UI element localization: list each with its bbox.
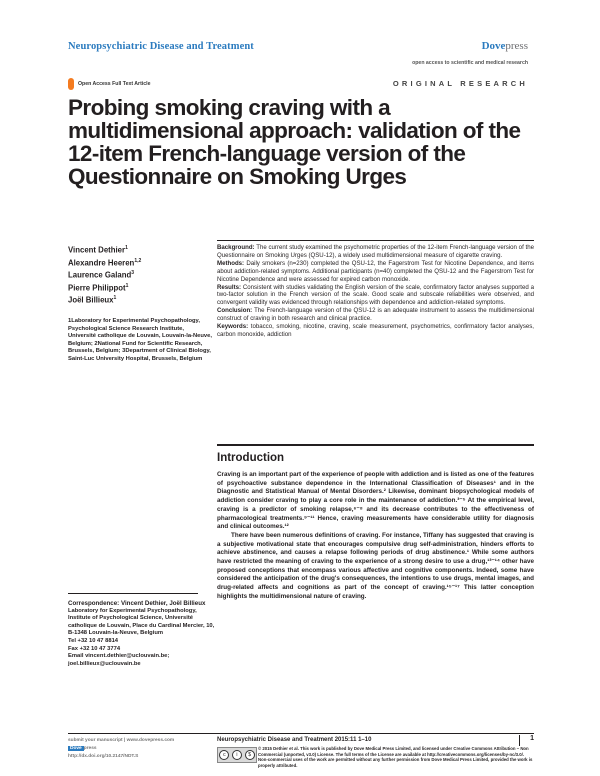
publisher-brand: Dove bbox=[481, 40, 506, 52]
correspondence-fax: Fax +32 10 47 3774 bbox=[68, 645, 121, 652]
publisher-logo bbox=[482, 40, 528, 52]
author: Vincent Dethier$^1$ bbox=[68, 245, 128, 255]
abstract-keywords: Keywords: tobacco, smoking, nicotine, craving, scale measurement, psychometrics, confirmatory factor analyses, carbon monoxide, addiction bbox=[217, 323, 534, 338]
publisher-tagline: open access to scientific and medical research bbox=[412, 60, 528, 66]
correspondence-tel: Tel +32 10 47 8814 bbox=[68, 637, 119, 644]
journal-name: Neuropsychiatric Disease and Treatment bbox=[68, 41, 254, 52]
doi-link[interactable]: http://dx.doi.org/10.2147/NDT.S bbox=[68, 754, 139, 759]
correspondence-email[interactable]: Email vincent.dethier@uclouvain.be; joel.billieux@uclouvain.be bbox=[68, 653, 170, 667]
abstract-methods: Methods: Daily smokers (n=230) completed the QSU-12, the Fagerstrom Test for Nicotine Dependence, and items about addiction-related symptoms. Additional participants (n=40) completed the QSU-12 and the Fagerstrom Test for Nicotine Dependence and were assessed for expired carbon monoxide. bbox=[217, 259, 534, 283]
introduction-body bbox=[217, 471, 534, 602]
correspondence-address: Laboratory for Experimental Psychopathology, Institute of Psychological Science, Université catholique de Louvain, Place du Cardinal Mercier, 10, B-1348 Louvain-la-Neuve, Belgium bbox=[68, 607, 215, 637]
article-type: ORIGINAL RESEARCH bbox=[392, 79, 528, 88]
correspondence-heading: Correspondence: Vincent Dethier, Joël Billieux bbox=[68, 600, 206, 607]
open-access-icon bbox=[68, 78, 74, 90]
footer-brand: Dove press bbox=[70, 746, 97, 751]
divider bbox=[217, 240, 534, 241]
open-access-label: Open Access Full Text Article bbox=[78, 81, 151, 87]
open-access-badge bbox=[68, 78, 150, 90]
correspondence-block bbox=[68, 600, 218, 668]
author: Joël Billieux$^1$ bbox=[68, 295, 117, 305]
author: Pierre Philippot$^1$ bbox=[68, 282, 129, 293]
abstract-background: Background: The current study examined the psychometric properties of the 12-item French-language version of the Questionnaire on Smoking Urges (QSU-12), a widely used multidimensional measure of cigarette craving. bbox=[217, 244, 534, 259]
license-text: © 2015 Dethier et al. This work is published by Dove Medical Press Limited, and licensed under Creative Commons Attribution – Non Commercial (unported, v3.0) License. The full terms of the License are available at http://creativecommons.org/licenses/by-nc/3.0/. Non-commercial uses of the work are permitted without any further permission from Dove Medical Press Limited, provided the work is properly attributed. bbox=[258, 746, 533, 768]
paragraph: There have been numerous definitions of craving. For instance, Tiffany has suggested that craving is a subjective motivational state that encourages compulsive drug self-administration, hinders efforts to achieve abstinence, and causes a relapse following periods of drug abstinence.¹ While some authors have restricted the meaning of craving to the experience of a strong desire to use a drug,¹³⁻¹⁴ other have proposed conceptions that encompass various affective and cognitive components. Indeed, some have considered the anticipation of the drug's consequences, the intentions to use drugs, mental images, and drug-related affects and cognitions as part of the concept of craving.¹⁵⁻¹⁷ This latter conception highlights the multidimensional nature of craving. bbox=[217, 531, 534, 600]
abstract bbox=[217, 244, 534, 339]
paragraph: Craving is an important part of the experience of people with addiction and is listed as one of the features of psychoactive substance dependence in the International Classification of Diseases¹ and in the Diagnostic and Statistical Manual of Mental Disorders.² Likewise, dominant biopsychological models of addiction consider craving to play a core role in the maintenance of addiction.³⁻⁵ At the empirical level, craving is a predictor of smoking relapse,⁶⁻⁸ and its decrease contributes to the effectiveness of pharmacological treatments.⁹⁻¹¹ Hence, craving measurements have considerable utility for diagnosis and clinical outcomes.¹² bbox=[217, 471, 534, 531]
footer-divider bbox=[68, 733, 534, 734]
author: Alexandre Heeren$^{1,2}$ bbox=[68, 257, 142, 268]
abstract-conclusion: Conclusion: The French-language version of the QSU-12 is an adequate instrument to assess the multidimensional construct of craving in both research and clinical practice. bbox=[217, 307, 534, 323]
footer-left bbox=[68, 737, 178, 761]
section-heading-introduction: Introduction bbox=[217, 452, 285, 464]
author-list bbox=[68, 243, 208, 306]
abstract-results: Results: Consistent with studies validating the English version of the scale, confirmatory factor analyses supported a two-factor solution in the French version of the scale. Good scale and subscale reliabilities were observed, and convergent validity was evidenced through relationships with dependence and addiction-related symptoms. bbox=[217, 283, 534, 307]
cc-license-badge[interactable] bbox=[217, 747, 257, 763]
author: Laurence Galand$^3$ bbox=[68, 270, 135, 280]
divider bbox=[217, 444, 534, 446]
publisher-suffix: press bbox=[505, 40, 528, 52]
article-title: Probing smoking craving with a multidimensional approach: validation of the 12-item French-language version of the Questionnaire on Smoking Urges bbox=[68, 95, 521, 189]
cc-icon: c bbox=[219, 750, 229, 760]
page-number: 1 bbox=[519, 735, 534, 746]
submit-manuscript-link[interactable]: submit your manuscript | www.dovepress.com bbox=[68, 738, 175, 743]
by-icon: i bbox=[232, 750, 242, 760]
affiliations: 1Laboratory for Experimental Psychopathology, Psychological Science Research Institute, Université catholique de Louvain, Louvain-la-Neuve, Belgium; 2National Fund for Scientific Research, Brussels, Belgium; 3Department of Clinical Biology, Saint-Luc University Hospital, Brussels, Belgium bbox=[68, 318, 212, 362]
divider bbox=[68, 593, 198, 594]
nc-icon: $ bbox=[245, 750, 255, 760]
citation: Neuropsychiatric Disease and Treatment 2015:11 1–10 bbox=[217, 737, 372, 743]
